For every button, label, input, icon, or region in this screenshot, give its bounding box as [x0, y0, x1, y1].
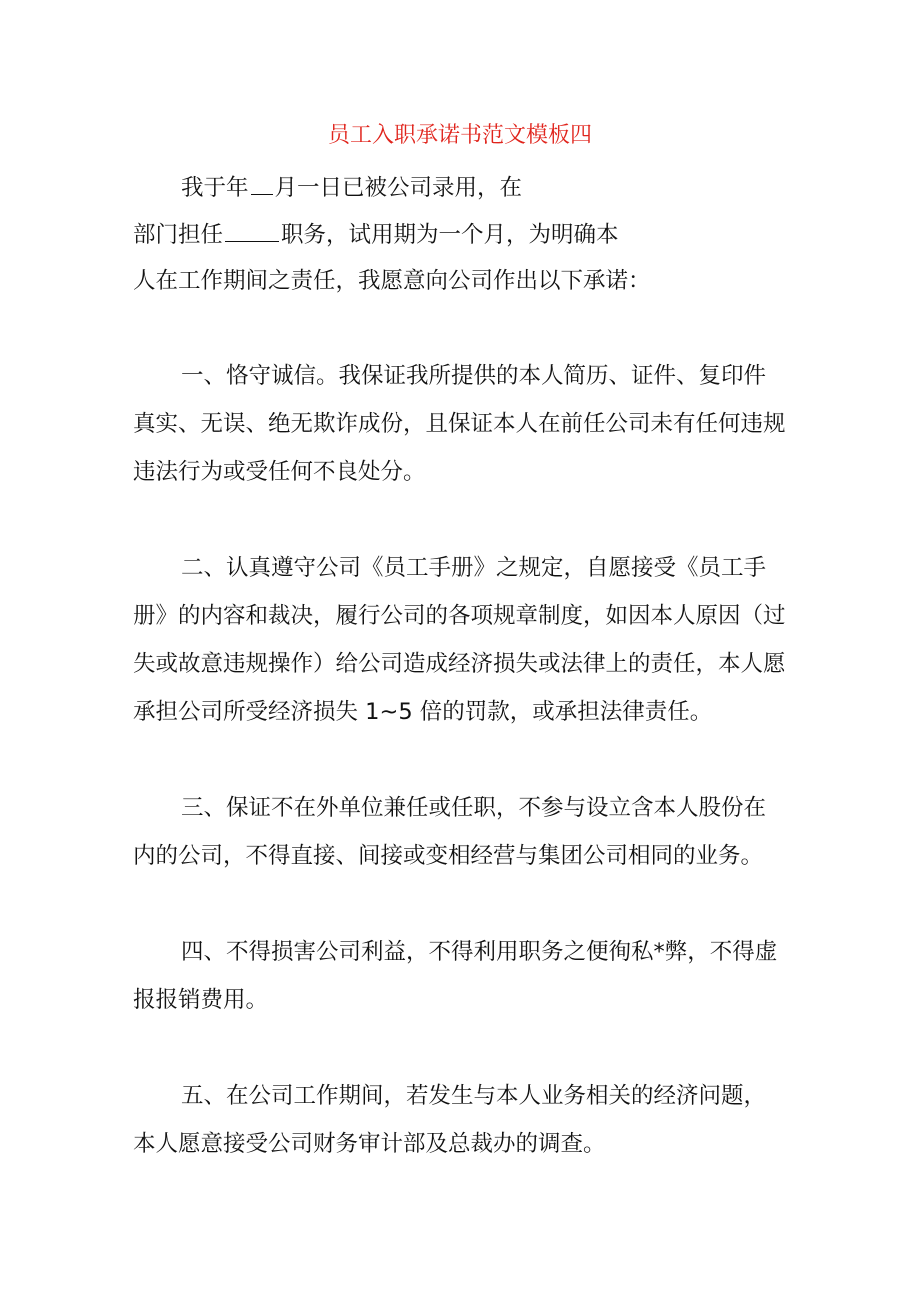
- item-5-line-2: 本人愿意接受公司财务审计部及总裁办的调查。: [133, 1131, 606, 1157]
- intro-text: 月一日已被公司录用，在: [274, 175, 523, 201]
- intro-text: 部门担任: [133, 222, 224, 248]
- item-1-line-2: 真实、无误、绝无欺诈成份，且保证本人在前任公司未有任何违规: [133, 411, 786, 437]
- item-2-line-1: 二、认真遵守公司《员工手册》之规定，自愿接受《员工手: [181, 555, 767, 581]
- item-3-line-2: 内的公司，不得直接、间接或变相经营与集团公司相同的业务。: [133, 843, 764, 869]
- intro-text: 职务，试用期为一个月，为明确本: [281, 222, 619, 248]
- item-5-line-1: 五、在公司工作期间，若发生与本人业务相关的经济问题，: [181, 1083, 767, 1109]
- item-1-line-1: 一、恪守诚信。我保证我所提供的本人简历、证件、复印件: [181, 363, 767, 389]
- item-2-line-2: 册》的内容和裁决，履行公司的各项规章制度，如因本人原因（过: [133, 603, 786, 629]
- intro-line-2: [133, 215, 619, 253]
- position-blank: [225, 215, 279, 242]
- item-3-line-1: 三、保证不在外单位兼任或任职，不参与设立含本人股份在: [181, 795, 767, 821]
- intro-text: 我于年: [181, 175, 249, 201]
- item-4-line-1: 四、不得损害公司利益，不得利用职务之便徇私*弊，不得虚: [181, 939, 778, 965]
- item-1-line-3: 违法行为或受任何不良处分。: [133, 459, 426, 485]
- document-title: 员工入职承诺书范文模板四: [327, 123, 592, 148]
- intro-line-1: [181, 168, 522, 206]
- item-2-line-4: 承担公司所受经济损失 1~5 倍的罚款，或承担法律责任。: [133, 699, 713, 725]
- year-blank: [251, 168, 273, 195]
- item-4-line-2: 报报销费用。: [133, 987, 269, 1013]
- item-2-line-3: 失或故意违规操作）给公司造成经济损失或法律上的责任，本人愿: [133, 651, 786, 677]
- intro-line-3: 人在工作期间之责任，我愿意向公司作出以下承诺：: [133, 268, 651, 294]
